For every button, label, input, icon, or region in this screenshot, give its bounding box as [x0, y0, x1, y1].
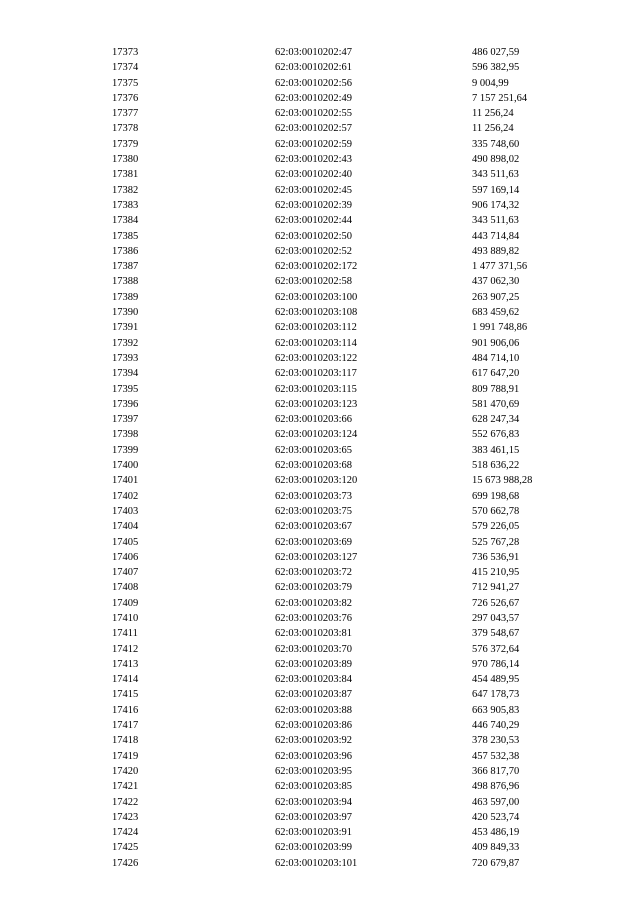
- cadastral-number: 62:03:0010202:172: [275, 261, 358, 273]
- table-row: [0, 397, 640, 412]
- row-number: 17422: [112, 796, 139, 808]
- cadastral-value: 809 788,91: [472, 383, 520, 395]
- row-number: 17420: [112, 765, 139, 777]
- table-row: [0, 535, 640, 550]
- cadastral-number: 62:03:0010202:43: [275, 154, 353, 166]
- cadastral-value: 901 906,06: [472, 337, 520, 349]
- cadastral-value: 7 157 251,64: [472, 92, 528, 104]
- cadastral-number: 62:03:0010203:82: [275, 597, 353, 609]
- row-number: 17395: [112, 383, 139, 395]
- row-number: 17413: [112, 658, 139, 670]
- cadastral-value: 335 748,60: [472, 138, 520, 150]
- cadastral-value: 457 532,38: [472, 750, 520, 762]
- cadastral-value: 378 230,53: [472, 735, 520, 747]
- table-row: [0, 580, 640, 595]
- table-row: [0, 382, 640, 397]
- cadastral-number: 62:03:0010202:61: [275, 62, 353, 74]
- table-row: [0, 290, 640, 305]
- cadastral-number: 62:03:0010203:89: [275, 658, 353, 670]
- cadastral-value: 493 889,82: [472, 245, 520, 257]
- cadastral-number: 62:03:0010202:55: [275, 108, 353, 120]
- table-row: [0, 856, 640, 871]
- row-number: 17386: [112, 245, 139, 257]
- cadastral-number: 62:03:0010203:127: [275, 551, 358, 563]
- cadastral-number: 62:03:0010202:58: [275, 276, 353, 288]
- cadastral-number: 62:03:0010203:76: [275, 612, 353, 624]
- row-number: 17402: [112, 490, 139, 502]
- cadastral-number: 62:03:0010202:44: [275, 215, 353, 227]
- table-row: [0, 657, 640, 672]
- cadastral-value: 726 526,67: [472, 597, 520, 609]
- cadastral-value: 720 679,87: [472, 857, 520, 869]
- cadastral-value: 1 991 748,86: [472, 322, 528, 334]
- row-number: 17414: [112, 674, 139, 686]
- cadastral-number: 62:03:0010202:40: [275, 169, 353, 181]
- table-row: [0, 274, 640, 289]
- table-row: [0, 779, 640, 794]
- cadastral-value: 415 210,95: [472, 567, 520, 579]
- cadastral-number: 62:03:0010203:91: [275, 827, 353, 839]
- cadastral-number: 62:03:0010203:122: [275, 352, 358, 364]
- row-number: 17426: [112, 857, 139, 869]
- cadastral-value: 712 941,27: [472, 582, 520, 594]
- row-number: 17407: [112, 567, 139, 579]
- cadastral-value: 736 536,91: [472, 551, 520, 563]
- cadastral-value: 525 767,28: [472, 536, 520, 548]
- table-row: [0, 703, 640, 718]
- row-number: 17409: [112, 597, 139, 609]
- table-row: [0, 504, 640, 519]
- cadastral-value: 579 226,05: [472, 521, 520, 533]
- cadastral-value: 596 382,95: [472, 62, 520, 74]
- row-number: 17423: [112, 811, 139, 823]
- row-number: 17421: [112, 781, 139, 793]
- cadastral-value: 383 461,15: [472, 444, 520, 456]
- cadastral-value: 617 647,20: [472, 368, 520, 380]
- table-row: [0, 244, 640, 259]
- row-number: 17381: [112, 169, 139, 181]
- cadastral-value: 486 027,59: [472, 47, 520, 58]
- row-number: 17408: [112, 582, 139, 594]
- cadastral-number: 62:03:0010202:56: [275, 77, 353, 89]
- cadastral-value: 379 548,67: [472, 628, 520, 640]
- table-row: [0, 137, 640, 152]
- table-row: [0, 718, 640, 733]
- cadastral-value: 597 169,14: [472, 184, 520, 196]
- cadastral-number: 62:03:0010202:59: [275, 138, 353, 150]
- cadastral-number: 62:03:0010202:49: [275, 92, 353, 104]
- cadastral-value: 446 740,29: [472, 720, 520, 732]
- table-row: [0, 60, 640, 75]
- cadastral-number: 62:03:0010203:120: [275, 475, 358, 487]
- cadastral-number: 62:03:0010203:92: [275, 735, 353, 747]
- cadastral-value: 420 523,74: [472, 811, 520, 823]
- cadastral-number: 62:03:0010203:108: [275, 307, 358, 319]
- cadastral-number: 62:03:0010203:81: [275, 628, 353, 640]
- table-row: [0, 596, 640, 611]
- cadastral-value: 11 256,24: [472, 108, 514, 120]
- row-number: 17403: [112, 505, 139, 517]
- table-row: [0, 106, 640, 121]
- row-number: 17375: [112, 77, 139, 89]
- table-row: [0, 749, 640, 764]
- row-number: 17394: [112, 368, 139, 380]
- cadastral-number: 62:03:0010203:101: [275, 857, 358, 869]
- cadastral-value: 970 786,14: [472, 658, 520, 670]
- table-row: [0, 152, 640, 167]
- row-number: 17392: [112, 337, 139, 349]
- table-row: [0, 810, 640, 825]
- row-number: 17418: [112, 735, 139, 747]
- cadastral-number: 62:03:0010203:86: [275, 720, 353, 732]
- table-row: [0, 672, 640, 687]
- row-number: 17377: [112, 108, 139, 120]
- cadastral-value: 297 043,57: [472, 612, 520, 624]
- row-number: 17389: [112, 291, 139, 303]
- table-row: [0, 121, 640, 136]
- table-row: [0, 198, 640, 213]
- cadastral-number: 62:03:0010203:99: [275, 842, 353, 854]
- table-row: [0, 489, 640, 504]
- row-number: 17397: [112, 414, 139, 426]
- table-row: [0, 611, 640, 626]
- row-number: 17379: [112, 138, 139, 150]
- cadastral-value: 463 597,00: [472, 796, 520, 808]
- cadastral-value: 11 256,24: [472, 123, 514, 135]
- row-number: 17385: [112, 230, 139, 242]
- row-number: 17424: [112, 827, 139, 839]
- row-number: 17396: [112, 398, 139, 410]
- table-row: [0, 45, 640, 60]
- cadastral-value: 484 714,10: [472, 352, 520, 364]
- table-row: [0, 840, 640, 855]
- cadastral-number: 62:03:0010202:50: [275, 230, 353, 242]
- row-number: 17401: [112, 475, 139, 487]
- table-row: [0, 642, 640, 657]
- cadastral-number: 62:03:0010203:66: [275, 414, 353, 426]
- table-row: [0, 336, 640, 351]
- table-row: [0, 458, 640, 473]
- cadastral-value: 552 676,83: [472, 429, 520, 441]
- table-row: [0, 305, 640, 320]
- cadastral-value: 366 817,70: [472, 765, 520, 777]
- row-number: 17417: [112, 720, 139, 732]
- row-number: 17412: [112, 643, 139, 655]
- row-number: 17382: [112, 184, 139, 196]
- cadastral-number: 62:03:0010203:67: [275, 521, 353, 533]
- table-row: [0, 183, 640, 198]
- cadastral-value: 647 178,73: [472, 689, 520, 701]
- table-row: [0, 351, 640, 366]
- table-row: [0, 366, 640, 381]
- cadastral-value: 409 849,33: [472, 842, 520, 854]
- cadastral-value: 683 459,62: [472, 307, 520, 319]
- cadastral-number: 62:03:0010203:75: [275, 505, 353, 517]
- cadastral-value: 9 004,99: [472, 77, 509, 89]
- table-row: [0, 733, 640, 748]
- row-number: 17390: [112, 307, 139, 319]
- row-number: 17378: [112, 123, 139, 135]
- table-row: [0, 626, 640, 641]
- row-number: 17425: [112, 842, 139, 854]
- table-row: [0, 825, 640, 840]
- row-number: 17398: [112, 429, 139, 441]
- row-number: 17416: [112, 704, 139, 716]
- cadastral-number: 62:03:0010203:124: [275, 429, 358, 441]
- cadastral-number: 62:03:0010203:123: [275, 398, 358, 410]
- cadastral-value: 15 673 988,28: [472, 475, 533, 487]
- cadastral-number: 62:03:0010203:117: [275, 368, 357, 380]
- table-row: [0, 687, 640, 702]
- cadastral-value: 498 876,96: [472, 781, 520, 793]
- row-number: 17400: [112, 460, 139, 472]
- cadastral-number: 62:03:0010203:84: [275, 674, 353, 686]
- cadastral-number: 62:03:0010203:68: [275, 460, 353, 472]
- cadastral-value: 490 898,02: [472, 154, 520, 166]
- cadastral-number: 62:03:0010202:52: [275, 245, 353, 257]
- row-number: 17383: [112, 199, 139, 211]
- table-row: [0, 213, 640, 228]
- cadastral-number: 62:03:0010202:45: [275, 184, 353, 196]
- cadastral-number: 62:03:0010203:100: [275, 291, 358, 303]
- row-number: 17387: [112, 261, 139, 273]
- cadastral-value-table: [0, 45, 640, 871]
- cadastral-number: 62:03:0010202:47: [275, 47, 353, 58]
- table-row: [0, 443, 640, 458]
- cadastral-number: 62:03:0010203:65: [275, 444, 353, 456]
- row-number: 17415: [112, 689, 139, 701]
- row-number: 17393: [112, 352, 139, 364]
- row-number: 17374: [112, 62, 139, 74]
- table-row: [0, 167, 640, 182]
- row-number: 17405: [112, 536, 139, 548]
- cadastral-number: 62:03:0010203:72: [275, 567, 353, 579]
- cadastral-value: 518 636,22: [472, 460, 520, 472]
- cadastral-value: 581 470,69: [472, 398, 520, 410]
- cadastral-value: 343 511,63: [472, 169, 519, 181]
- cadastral-number: 62:03:0010203:94: [275, 796, 353, 808]
- cadastral-value: 1 477 371,56: [472, 261, 528, 273]
- table-row: [0, 550, 640, 565]
- cadastral-value: 443 714,84: [472, 230, 520, 242]
- cadastral-value: 263 907,25: [472, 291, 520, 303]
- table-row: [0, 519, 640, 534]
- cadastral-number: 62:03:0010202:39: [275, 199, 353, 211]
- table-row: [0, 427, 640, 442]
- table-row: [0, 412, 640, 427]
- cadastral-number: 62:03:0010203:87: [275, 689, 353, 701]
- cadastral-number: 62:03:0010202:57: [275, 123, 353, 135]
- table-row: [0, 259, 640, 274]
- row-number: 17411: [112, 628, 138, 640]
- row-number: 17410: [112, 612, 139, 624]
- cadastral-value: 570 662,78: [472, 505, 520, 517]
- cadastral-number: 62:03:0010203:114: [275, 337, 357, 349]
- cadastral-value: 906 174,32: [472, 199, 520, 211]
- cadastral-value: 663 905,83: [472, 704, 520, 716]
- table-row: [0, 565, 640, 580]
- cadastral-number: 62:03:0010203:70: [275, 643, 353, 655]
- cadastral-number: 62:03:0010203:73: [275, 490, 353, 502]
- row-number: 17376: [112, 92, 139, 104]
- cadastral-value: 454 489,95: [472, 674, 520, 686]
- row-number: 17373: [112, 47, 139, 58]
- row-number: 17384: [112, 215, 139, 227]
- row-number: 17380: [112, 154, 139, 166]
- table-row: [0, 473, 640, 488]
- table-row: [0, 91, 640, 106]
- table-row: [0, 320, 640, 335]
- cadastral-number: 62:03:0010203:69: [275, 536, 353, 548]
- table-row: [0, 229, 640, 244]
- row-number: 17388: [112, 276, 139, 288]
- row-number: 17399: [112, 444, 139, 456]
- table-row: [0, 76, 640, 91]
- cadastral-number: 62:03:0010203:95: [275, 765, 353, 777]
- cadastral-number: 62:03:0010203:97: [275, 811, 353, 823]
- table-row: [0, 795, 640, 810]
- cadastral-number: 62:03:0010203:88: [275, 704, 353, 716]
- cadastral-value: 453 486,19: [472, 827, 520, 839]
- row-number: 17391: [112, 322, 139, 334]
- cadastral-number: 62:03:0010203:85: [275, 781, 353, 793]
- cadastral-number: 62:03:0010203:115: [275, 383, 357, 395]
- cadastral-value: 628 247,34: [472, 414, 520, 426]
- cadastral-value: 343 511,63: [472, 215, 519, 227]
- cadastral-number: 62:03:0010203:96: [275, 750, 353, 762]
- row-number: 17404: [112, 521, 139, 533]
- row-number: 17419: [112, 750, 139, 762]
- cadastral-number: 62:03:0010203:112: [275, 322, 357, 334]
- cadastral-value: 576 372,64: [472, 643, 520, 655]
- row-number: 17406: [112, 551, 139, 563]
- cadastral-value: 437 062,30: [472, 276, 520, 288]
- table-row: [0, 764, 640, 779]
- cadastral-value: 699 198,68: [472, 490, 520, 502]
- cadastral-number: 62:03:0010203:79: [275, 582, 353, 594]
